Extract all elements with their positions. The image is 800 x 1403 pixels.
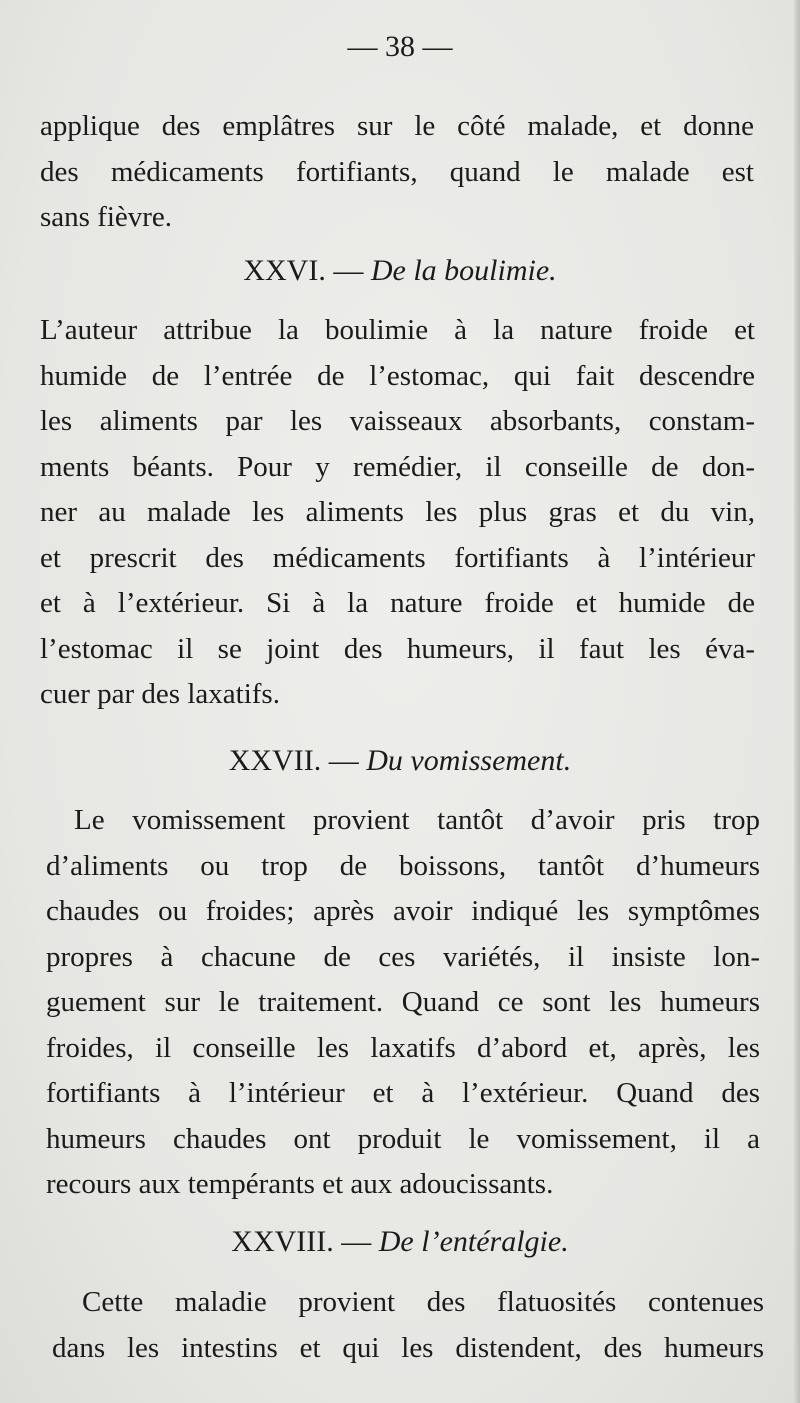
paragraph-enteralgie [52,1280,764,1371]
text-line: cuer par des laxatifs. [40,678,280,710]
text-line: guement sur le traitement. Quand ce sont les humeurs [46,986,760,1018]
paragraph-vomissement [46,798,760,1208]
text-line: propres à chacune de ces variétés, il insiste lon- [46,940,760,973]
section-number: XXVIII. — [231,1225,372,1258]
text-line: d’aliments ou trop de boissons, tantôt d’humeurs [46,849,760,882]
text-line: l’estomac il se joint des humeurs, il faut les éva- [40,632,755,665]
text-line: humide de l’entrée de l’estomac, qui fait descendre [40,359,755,392]
section-number: XXVII. — [228,744,359,777]
section-heading-xxvii [0,744,800,778]
paragraph-boulimie [40,308,755,718]
section-title: Du vomissement. [366,744,572,777]
text-line: les aliments par les vaisseaux absorbants, constam- [40,405,755,437]
section-heading-xxvi [0,254,800,288]
section-title: De l’entéralgie. [378,1225,569,1258]
text-line: applique des emplâtres sur le côté malade, et donne [40,110,754,142]
page-edge [794,0,800,1403]
text-line: froides, il conseille les laxatifs d’abord et, après, les [46,1031,760,1064]
text-line: ner au malade les aliments les plus gras et du vin, [40,496,755,528]
section-heading-xxviii [0,1225,800,1259]
text-line: ments béants. Pour y remédier, il conseille de don- [40,450,755,483]
text-line: Le vomissement provient tantôt d’avoir pris trop [74,804,760,836]
page-number: — 38 — [347,30,453,63]
text-line: et à l’extérieur. Si à la nature froide et humide de [40,587,755,619]
text-line: L’auteur attribue la boulimie à la nature froide et [40,314,755,346]
paragraph-continuation [40,104,754,241]
text-line: sans fièvre. [40,201,173,233]
text-line: humeurs chaudes ont produit le vomissement, il a [46,1122,760,1155]
text-line: fortifiants à l’intérieur et à l’extérieur. Quand des [46,1077,760,1109]
section-number: XXVI. — [243,254,364,287]
text-line: et prescrit des médicaments fortifiants à l’intérieur [40,541,755,574]
section-title: De la boulimie. [370,254,557,287]
text-line: des médicaments fortifiants, quand le malade est [40,155,754,188]
text-line: chaudes ou froides; après avoir indiqué les symptômes [46,895,760,927]
text-line: dans les intestins et qui les distendent, des humeurs [52,1331,764,1364]
text-line: Cette maladie provient des flatuosités contenues [82,1286,764,1318]
text-line: recours aux tempérants et aux adoucissants. [46,1168,554,1200]
